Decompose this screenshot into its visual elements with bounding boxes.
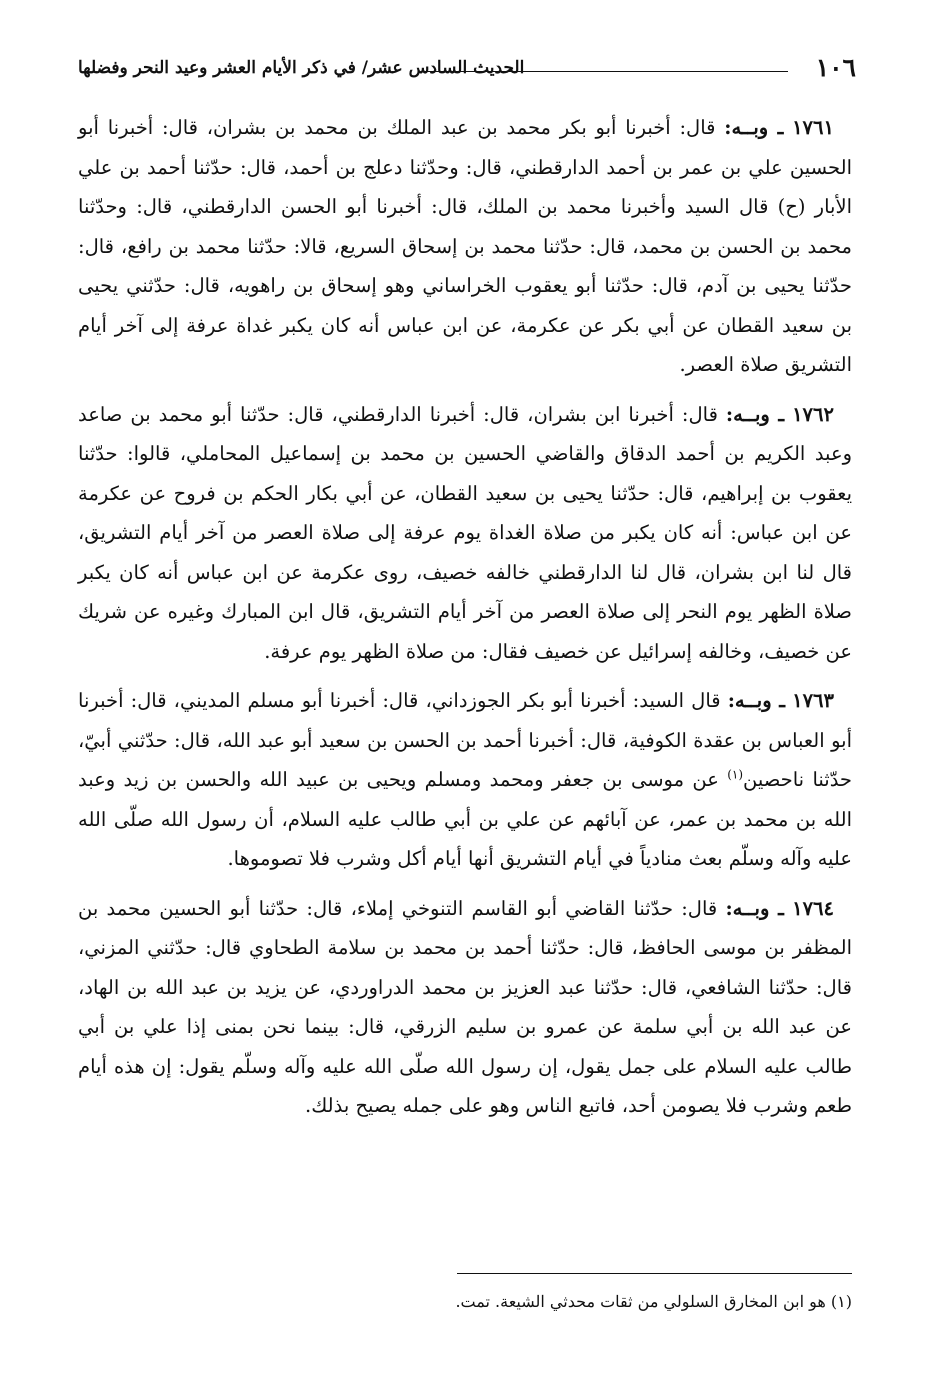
hadith-marker: ـ وبــه: — [727, 689, 785, 712]
hadith-paragraph-1764 — [78, 889, 852, 1126]
hadith-paragraph-1763 — [78, 681, 852, 879]
hadith-marker: ـ وبــه: — [725, 402, 785, 426]
hadith-text: قال: حدّثنا القاضي أبو القاسم التنوخي إملاء، قال: حدّثنا أبو الحسين محمد بن المظفر بن موسى الحافظ، قال: حدّثنا أحمد بن محمد بن سلامة الطحاوي قال: حدّثني المزني، قال: حدّثنا الشافعي، قال: حدّثنا عبد العزيز بن محمد الدراوردي، عن يزيد بن عبد الله بن الهاد، عن عبد الله بن أبي سلمة عن عمرو بن سليم الزرقي، قال: بينما نحن بمنى إذا علي بن أبي طالب عليه السلام على جمل يقول، إن رسول الله صلّى الله عليه وآله وسلّم يقول: إن هذه أيام طعم وشرب فلا يصومن أحد، فاتبع الناس وهو على جمله يصيح بذلك. — [78, 896, 852, 1117]
footnote-reference[interactable]: (١) — [727, 767, 744, 782]
running-title: الحديث السادس عشر/ في ذكر الأيام العشر وعيد النحر وفضلها — [78, 58, 525, 78]
footnote-separator — [457, 1273, 852, 1274]
hadith-number: ١٧٦٤ — [792, 896, 834, 920]
hadith-number: ١٧٦١ — [792, 116, 834, 139]
hadith-paragraph-1761 — [78, 108, 852, 385]
hadith-text: قال: أخبرنا أبو بكر محمد بن عبد الملك بن محمد بن بشران، قال: أخبرنا أبو الحسين علي بن عمر بن أحمد الدارقطني، قال: وحدّثنا دعلج بن أحمد، قال: حدّثنا أحمد بن علي الأبار (ح) قال السيد وأخبرنا محمد بن الملك، قال: أخبرنا أبو الحسن الدارقطني، قال: وحدّثنا محمد بن الحسن بن محمد، قال: حدّثنا محمد بن إسحاق السريع، قالا: حدّثنا محمد بن رافع، قال: حدّثنا يحيى بن آدم، قال: حدّثنا أبو يعقوب الخراساني وهو إسحاق بن راهويه، قال: حدّثني يحيى بن سعيد القطان عن أبي بكر عن عكرمة، عن ابن عباس أنه كان يكبر غداة عرفة إلى آخر أيام التشريق صلاة العصر. — [78, 116, 852, 376]
hadith-text: قال السيد: أخبرنا أبو بكر الجوزداني، قال: أخبرنا أبو مسلم المديني، قال: أخبرنا أبو العباس بن عقدة الكوفية، قال: أخبرنا أحمد بن الحسن بن سعيد أبو عبد الله، قال: حدّثني أبيّ، حدّثنا ناحصين — [78, 689, 852, 791]
hadith-marker: ـ وبــه: — [725, 896, 784, 920]
footnote: (١) هو ابن المخارق السلولي من ثقات محدثي الشيعة. تمت. — [455, 1292, 852, 1311]
hadith-number: ١٧٦٢ — [792, 402, 834, 426]
page-header — [78, 50, 856, 88]
hadith-number: ١٧٦٣ — [792, 689, 834, 712]
hadith-text: قال: أخبرنا ابن بشران، قال: أخبرنا الدارقطني، قال: حدّثنا أبو محمد بن صاعد وعبد الكريم بن أحمد الدقاق والقاضي الحسين بن محمد بن إسماعيل المحاملي، قالوا: حدّثنا يعقوب بن إبراهيم، قال: حدّثنا يحيى بن سعيد القطان، عن أبي بكار الحكم بن فروح عن عكرمة عن ابن عباس: أنه كان يكبر من صلاة الغداة يوم عرفة إلى صلاة العصر من آخر أيام التشريق، قال لنا ابن بشران، قال لنا الدارقطني خالفه خصيف، روى عكرمة عن ابن عباس أنه كان يكبر صلاة الظهر يوم النحر إلى صلاة العصر من آخر أيام التشريق، قال ابن المبارك وغيره عن شريك عن خصيف، وخالفه إسرائيل عن خصيف فقال: من صلاة الظهر يوم عرفة. — [78, 402, 852, 663]
hadith-marker: ـ وبــه: — [724, 116, 784, 139]
hadith-paragraph-1762 — [78, 395, 852, 672]
page-number: ١٠٦ — [815, 53, 856, 82]
hadith-text-continued: عن موسى بن جعفر ومحمد ومسلم ويحيى بن عبيد الله والحسن بن زيد وعبد الله بن محمد بن عمر، عن آبائهم عن علي بن أبي طالب عليه السلام، أن رسول الله صلّى الله عليه وآله وسلّم بعث منادياً في أيام التشريق أنها أيام أكل وشرب فلا تصوموها. — [78, 768, 852, 870]
main-text — [78, 108, 852, 1136]
